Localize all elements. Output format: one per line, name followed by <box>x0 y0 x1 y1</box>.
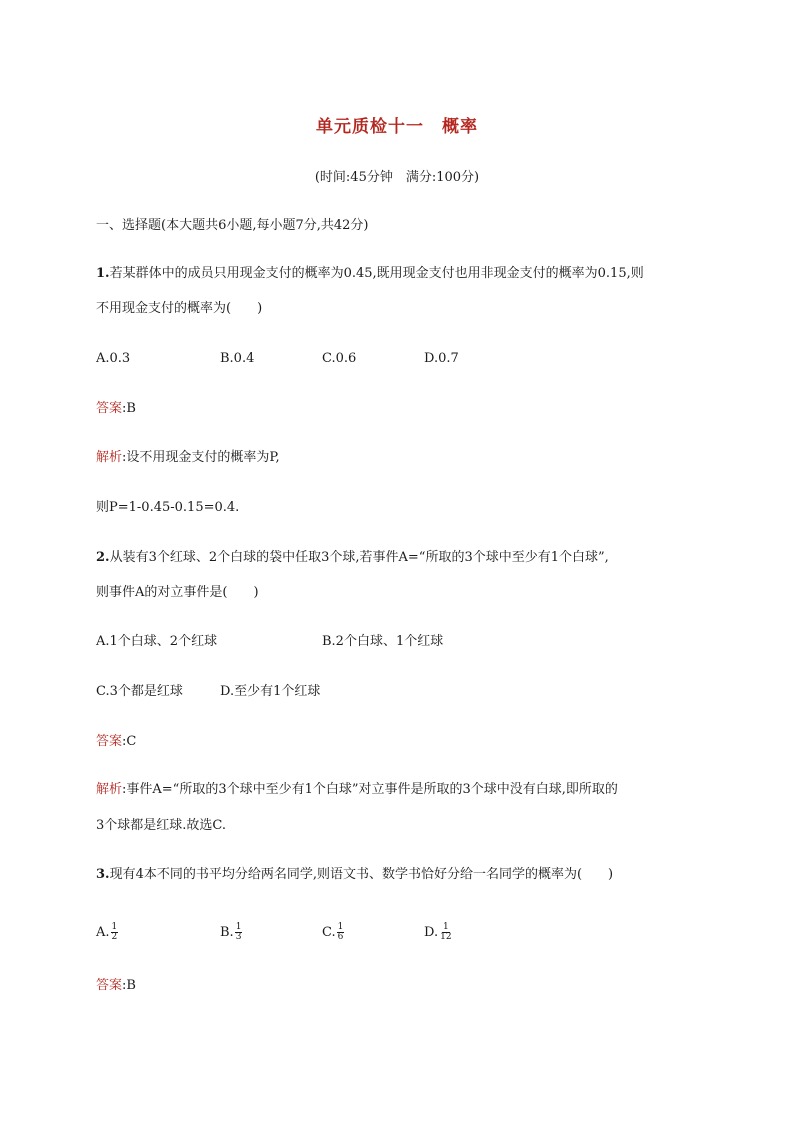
question-2-number: 2. <box>96 550 110 565</box>
question-1-analysis-line-1 <box>96 450 280 466</box>
question-3-option-a <box>96 922 118 944</box>
question-3-option-d <box>424 922 453 944</box>
option-label: B. <box>220 925 234 940</box>
question-3-option-c <box>322 922 344 944</box>
question-2-line-1 <box>96 550 609 566</box>
question-2-option-d: D.至少有1个红球 <box>220 684 321 699</box>
question-1-analysis-line-2: 则P=1-0.45-0.15=0.4. <box>96 500 240 515</box>
question-2-line-2: 则事件A的对立事件是( ) <box>96 585 259 600</box>
analysis-text: :设不用现金支付的概率为P, <box>122 450 280 465</box>
question-1-line-1 <box>96 266 644 282</box>
question-3-number: 3. <box>96 867 110 882</box>
analysis-label: 解析 <box>96 450 123 465</box>
answer-label: 答案 <box>96 401 123 416</box>
question-2-analysis-line-1 <box>96 782 618 798</box>
fraction-numerator: 1 <box>337 922 344 932</box>
answer-label: 答案 <box>96 734 123 749</box>
fraction <box>111 923 119 942</box>
question-1-option-a: A.0.3 <box>96 351 131 366</box>
question-1-number: 1. <box>96 266 110 281</box>
answer-value: :C <box>122 734 137 749</box>
analysis-text: :事件A=“所取的3个球中至少有1个白球”对立事件是所取的3个球中没有白球,即所取的 <box>122 782 618 797</box>
question-2-option-c: C.3个都是红球 <box>96 684 183 699</box>
fraction-denominator: 6 <box>337 932 344 942</box>
answer-value: :B <box>122 401 136 416</box>
question-3-answer <box>96 978 136 994</box>
question-2-text: 从装有3个红球、2个白球的袋中任取3个球,若事件A=“所取的3个球中至少有1个白球”, <box>109 550 609 565</box>
option-label: D. <box>424 925 439 940</box>
question-2-analysis-line-2: 3个球都是红球.故选C. <box>96 818 227 833</box>
page-title: 单元质检十一 概率 <box>316 117 478 137</box>
fraction-numerator: 1 <box>235 922 242 932</box>
question-3-line-1 <box>96 867 613 883</box>
question-2-answer <box>96 734 136 750</box>
analysis-label: 解析 <box>96 782 123 797</box>
section-heading: 一、选择题(本大题共6小题,每小题7分,共42分) <box>96 218 369 233</box>
answer-value: :B <box>122 978 136 993</box>
exam-time-score: (时间:45分钟 满分:100分) <box>314 170 480 185</box>
question-1-answer <box>96 401 136 417</box>
question-1-text: 若某群体中的成员只用现金支付的概率为0.45,既用现金支付也用非现金支付的概率为0.15,则 <box>109 266 644 281</box>
fraction-numerator: 1 <box>111 922 118 932</box>
fraction <box>337 923 345 942</box>
question-2-option-a: A.1个白球、2个红球 <box>96 634 218 649</box>
question-3-option-b <box>220 922 242 944</box>
option-label: C. <box>322 925 336 940</box>
question-1-option-c: C.0.6 <box>322 351 357 366</box>
fraction <box>235 923 243 942</box>
question-1-option-d: D.0.7 <box>424 351 459 366</box>
option-label: A. <box>96 925 110 940</box>
fraction-numerator: 1 <box>442 922 449 932</box>
question-3-text: 现有4本不同的书平均分给两名同学,则语文书、数学书恰好分给一名同学的概率为( ) <box>109 867 614 882</box>
fraction <box>439 923 452 942</box>
answer-label: 答案 <box>96 978 123 993</box>
fraction-denominator: 2 <box>111 932 118 942</box>
fraction-denominator: 3 <box>235 932 242 942</box>
question-1-option-b: B.0.4 <box>220 351 255 366</box>
question-2-option-b: B.2个白球、1个红球 <box>322 634 444 649</box>
question-1-line-2: 不用现金支付的概率为( ) <box>96 301 263 316</box>
fraction-denominator: 12 <box>440 932 452 942</box>
